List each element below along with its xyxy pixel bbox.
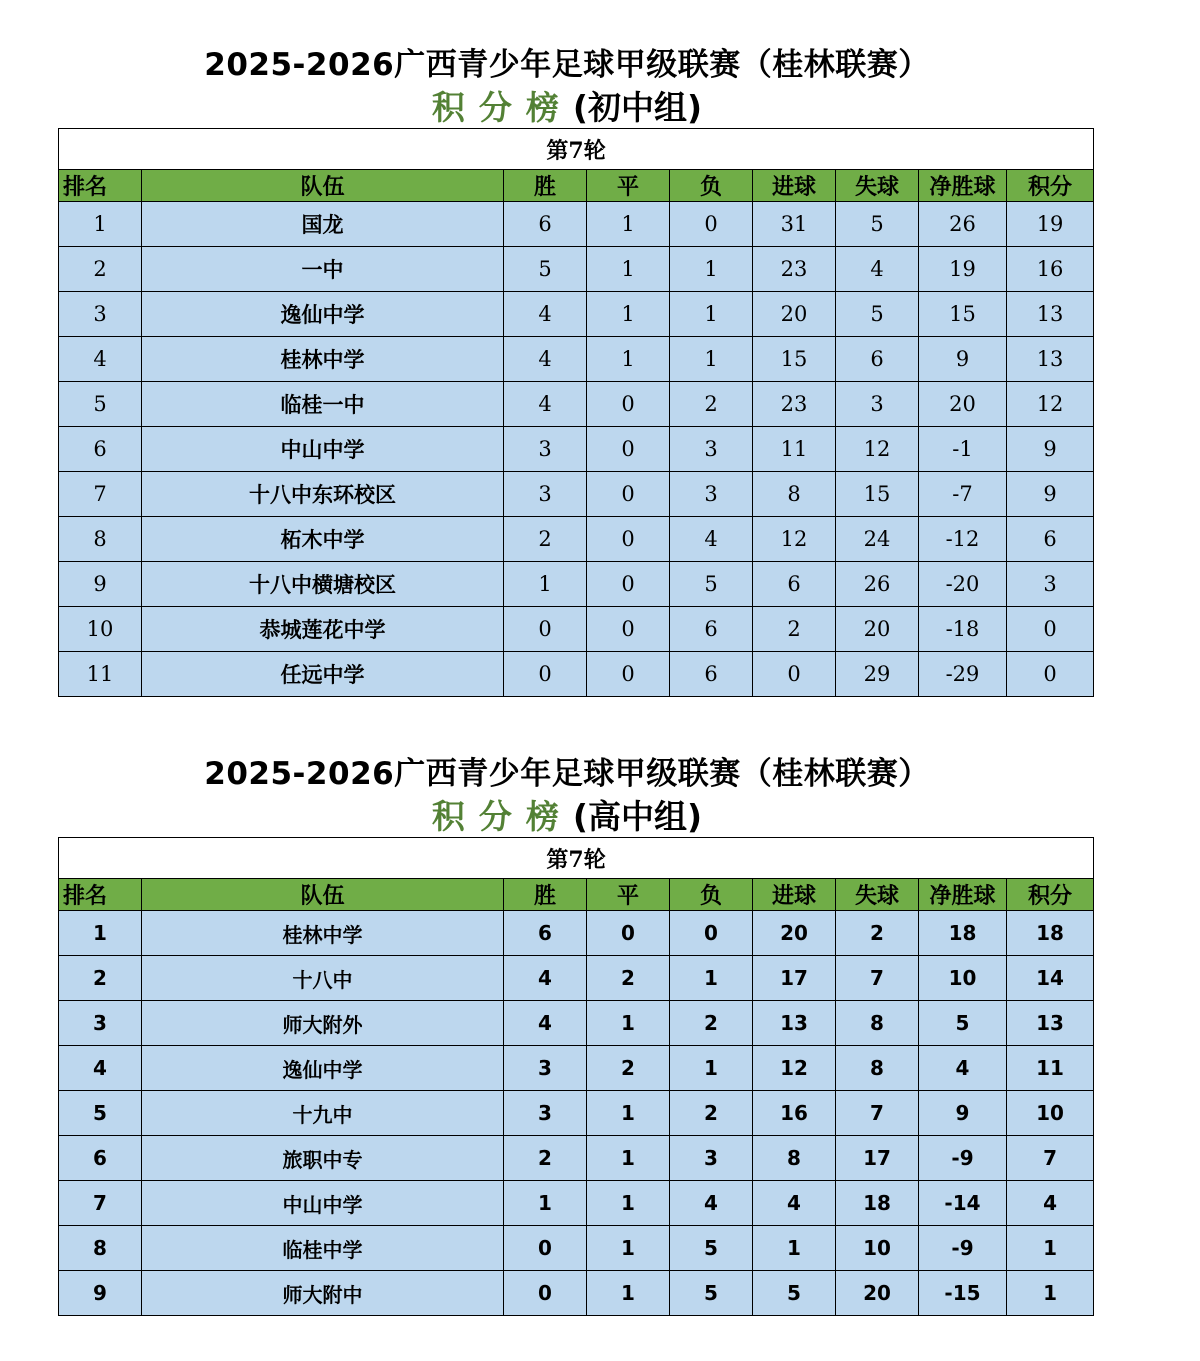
losses-cell: 5 bbox=[670, 1226, 753, 1271]
table-row bbox=[59, 1046, 1094, 1091]
column-header-goal-diff: 净胜球 bbox=[919, 879, 1007, 911]
table-row bbox=[59, 562, 1094, 607]
losses-cell: 2 bbox=[670, 1091, 753, 1136]
losses-cell: 3 bbox=[670, 472, 753, 517]
goal-diff-cell: 20 bbox=[919, 382, 1007, 427]
rank-cell: 6 bbox=[59, 1136, 142, 1181]
draws-cell: 1 bbox=[587, 1136, 670, 1181]
goals-against-cell: 26 bbox=[836, 562, 919, 607]
column-header-goals-against: 失球 bbox=[836, 879, 919, 911]
wins-cell: 2 bbox=[504, 517, 587, 562]
wins-cell: 4 bbox=[504, 956, 587, 1001]
goal-diff-cell: -9 bbox=[919, 1136, 1007, 1181]
wins-cell: 4 bbox=[504, 292, 587, 337]
wins-cell: 6 bbox=[504, 202, 587, 247]
team-cell: 国龙 bbox=[142, 202, 504, 247]
draws-cell: 1 bbox=[587, 1226, 670, 1271]
goals-for-cell: 11 bbox=[753, 427, 836, 472]
team-cell: 师大附中 bbox=[142, 1271, 504, 1316]
column-header-goals-for: 进球 bbox=[753, 170, 836, 202]
losses-cell: 5 bbox=[670, 562, 753, 607]
goal-diff-cell: -20 bbox=[919, 562, 1007, 607]
table-row bbox=[59, 911, 1094, 956]
wins-cell: 3 bbox=[504, 472, 587, 517]
round-label: 第7轮 bbox=[59, 129, 1094, 170]
column-header-losses: 负 bbox=[670, 879, 753, 911]
draws-cell: 1 bbox=[587, 202, 670, 247]
goal-diff-cell: -1 bbox=[919, 427, 1007, 472]
rank-cell: 11 bbox=[59, 652, 142, 697]
points-cell: 13 bbox=[1007, 292, 1094, 337]
goals-for-cell: 23 bbox=[753, 247, 836, 292]
table-row bbox=[59, 1001, 1094, 1046]
column-header-wins: 胜 bbox=[504, 879, 587, 911]
goal-diff-cell: 15 bbox=[919, 292, 1007, 337]
round-label: 第7轮 bbox=[59, 838, 1094, 879]
column-header-rank: 排名 bbox=[59, 170, 142, 202]
rank-cell: 3 bbox=[59, 1001, 142, 1046]
column-header-points: 积分 bbox=[1007, 879, 1094, 911]
team-cell: 中山中学 bbox=[142, 1181, 504, 1226]
goals-against-cell: 12 bbox=[836, 427, 919, 472]
goal-diff-cell: 26 bbox=[919, 202, 1007, 247]
goal-diff-cell: 18 bbox=[919, 911, 1007, 956]
table-row bbox=[59, 1181, 1094, 1226]
table-row bbox=[59, 607, 1094, 652]
column-header-team: 队伍 bbox=[142, 170, 504, 202]
column-header-team: 队伍 bbox=[142, 879, 504, 911]
table-row bbox=[59, 1091, 1094, 1136]
team-cell: 旅职中专 bbox=[142, 1136, 504, 1181]
wins-cell: 1 bbox=[504, 1181, 587, 1226]
team-cell: 临桂中学 bbox=[142, 1226, 504, 1271]
goals-against-cell: 8 bbox=[836, 1001, 919, 1046]
points-cell: 4 bbox=[1007, 1181, 1094, 1226]
standings-label: 积分榜 bbox=[431, 797, 573, 836]
standings-label: 积分榜 bbox=[431, 88, 573, 127]
rank-cell: 5 bbox=[59, 1091, 142, 1136]
team-cell: 逸仙中学 bbox=[142, 1046, 504, 1091]
wins-cell: 3 bbox=[504, 427, 587, 472]
table-row bbox=[59, 202, 1094, 247]
rank-cell: 2 bbox=[59, 247, 142, 292]
wins-cell: 6 bbox=[504, 911, 587, 956]
rank-cell: 4 bbox=[59, 1046, 142, 1091]
goals-against-cell: 6 bbox=[836, 337, 919, 382]
goal-diff-cell: -12 bbox=[919, 517, 1007, 562]
goal-diff-cell: 9 bbox=[919, 1091, 1007, 1136]
draws-cell: 1 bbox=[587, 1091, 670, 1136]
team-cell: 桂林中学 bbox=[142, 911, 504, 956]
rank-cell: 9 bbox=[59, 562, 142, 607]
points-cell: 0 bbox=[1007, 652, 1094, 697]
goals-for-cell: 20 bbox=[753, 292, 836, 337]
table-row bbox=[59, 337, 1094, 382]
losses-cell: 2 bbox=[670, 382, 753, 427]
losses-cell: 0 bbox=[670, 911, 753, 956]
points-cell: 13 bbox=[1007, 337, 1094, 382]
losses-cell: 6 bbox=[670, 607, 753, 652]
column-header-losses: 负 bbox=[670, 170, 753, 202]
wins-cell: 4 bbox=[504, 1001, 587, 1046]
losses-cell: 3 bbox=[670, 427, 753, 472]
rank-cell: 4 bbox=[59, 337, 142, 382]
points-cell: 10 bbox=[1007, 1091, 1094, 1136]
rank-cell: 9 bbox=[59, 1271, 142, 1316]
draws-cell: 1 bbox=[587, 292, 670, 337]
points-cell: 1 bbox=[1007, 1271, 1094, 1316]
draws-cell: 1 bbox=[587, 1271, 670, 1316]
team-cell: 柘木中学 bbox=[142, 517, 504, 562]
goal-diff-cell: -14 bbox=[919, 1181, 1007, 1226]
standings-subtitle bbox=[0, 797, 1134, 837]
rank-cell: 3 bbox=[59, 292, 142, 337]
table-row bbox=[59, 1271, 1094, 1316]
table-row bbox=[59, 427, 1094, 472]
wins-cell: 4 bbox=[504, 382, 587, 427]
goals-for-cell: 20 bbox=[753, 911, 836, 956]
rank-cell: 2 bbox=[59, 956, 142, 1001]
wins-cell: 5 bbox=[504, 247, 587, 292]
header-row bbox=[59, 170, 1094, 202]
points-cell: 1 bbox=[1007, 1226, 1094, 1271]
header-row bbox=[59, 879, 1094, 911]
team-cell: 十八中 bbox=[142, 956, 504, 1001]
goals-for-cell: 5 bbox=[753, 1271, 836, 1316]
losses-cell: 1 bbox=[670, 337, 753, 382]
group-label: (初中组) bbox=[572, 88, 703, 127]
goals-for-cell: 31 bbox=[753, 202, 836, 247]
losses-cell: 4 bbox=[670, 1181, 753, 1226]
table-row bbox=[59, 652, 1094, 697]
wins-cell: 2 bbox=[504, 1136, 587, 1181]
rank-cell: 6 bbox=[59, 427, 142, 472]
league-title: 2025-2026广西青少年足球甲级联赛（桂林联赛） bbox=[204, 47, 930, 83]
wins-cell: 4 bbox=[504, 337, 587, 382]
team-cell: 一中 bbox=[142, 247, 504, 292]
team-cell: 临桂一中 bbox=[142, 382, 504, 427]
draws-cell: 1 bbox=[587, 1001, 670, 1046]
goal-diff-cell: 10 bbox=[919, 956, 1007, 1001]
points-cell: 19 bbox=[1007, 202, 1094, 247]
wins-cell: 1 bbox=[504, 562, 587, 607]
goals-for-cell: 12 bbox=[753, 517, 836, 562]
rank-cell: 1 bbox=[59, 911, 142, 956]
draws-cell: 2 bbox=[587, 956, 670, 1001]
column-header-goals-for: 进球 bbox=[753, 879, 836, 911]
team-cell: 桂林中学 bbox=[142, 337, 504, 382]
goals-for-cell: 12 bbox=[753, 1046, 836, 1091]
goal-diff-cell: -18 bbox=[919, 607, 1007, 652]
points-cell: 13 bbox=[1007, 1001, 1094, 1046]
column-header-draws: 平 bbox=[587, 170, 670, 202]
goals-against-cell: 10 bbox=[836, 1226, 919, 1271]
table-row bbox=[59, 1226, 1094, 1271]
points-cell: 3 bbox=[1007, 562, 1094, 607]
rank-cell: 8 bbox=[59, 517, 142, 562]
goal-diff-cell: 4 bbox=[919, 1046, 1007, 1091]
table-row bbox=[59, 517, 1094, 562]
goals-for-cell: 13 bbox=[753, 1001, 836, 1046]
points-cell: 6 bbox=[1007, 517, 1094, 562]
team-cell: 十八中横塘校区 bbox=[142, 562, 504, 607]
points-cell: 9 bbox=[1007, 472, 1094, 517]
rank-cell: 8 bbox=[59, 1226, 142, 1271]
losses-cell: 3 bbox=[670, 1136, 753, 1181]
draws-cell: 2 bbox=[587, 1046, 670, 1091]
goals-against-cell: 7 bbox=[836, 1091, 919, 1136]
draws-cell: 0 bbox=[587, 607, 670, 652]
draws-cell: 1 bbox=[587, 1181, 670, 1226]
goal-diff-cell: -7 bbox=[919, 472, 1007, 517]
goals-for-cell: 17 bbox=[753, 956, 836, 1001]
goals-for-cell: 16 bbox=[753, 1091, 836, 1136]
draws-cell: 0 bbox=[587, 562, 670, 607]
column-header-wins: 胜 bbox=[504, 170, 587, 202]
group-label: (高中组) bbox=[572, 797, 703, 836]
losses-cell: 4 bbox=[670, 517, 753, 562]
draws-cell: 0 bbox=[587, 517, 670, 562]
goals-for-cell: 4 bbox=[753, 1181, 836, 1226]
team-cell: 任远中学 bbox=[142, 652, 504, 697]
goals-against-cell: 29 bbox=[836, 652, 919, 697]
wins-cell: 0 bbox=[504, 1226, 587, 1271]
points-cell: 14 bbox=[1007, 956, 1094, 1001]
standings-table bbox=[58, 128, 1094, 697]
losses-cell: 1 bbox=[670, 292, 753, 337]
losses-cell: 0 bbox=[670, 202, 753, 247]
goal-diff-cell: -29 bbox=[919, 652, 1007, 697]
table-row bbox=[59, 247, 1094, 292]
goals-against-cell: 3 bbox=[836, 382, 919, 427]
column-header-goals-against: 失球 bbox=[836, 170, 919, 202]
goals-against-cell: 24 bbox=[836, 517, 919, 562]
losses-cell: 2 bbox=[670, 1001, 753, 1046]
losses-cell: 1 bbox=[670, 247, 753, 292]
points-cell: 9 bbox=[1007, 427, 1094, 472]
draws-cell: 1 bbox=[587, 337, 670, 382]
goals-against-cell: 15 bbox=[836, 472, 919, 517]
table-row bbox=[59, 956, 1094, 1001]
goals-against-cell: 7 bbox=[836, 956, 919, 1001]
points-cell: 16 bbox=[1007, 247, 1094, 292]
team-cell: 逸仙中学 bbox=[142, 292, 504, 337]
draws-cell: 1 bbox=[587, 247, 670, 292]
table-row bbox=[59, 292, 1094, 337]
table-row bbox=[59, 1136, 1094, 1181]
points-cell: 0 bbox=[1007, 607, 1094, 652]
goals-against-cell: 18 bbox=[836, 1181, 919, 1226]
column-header-goal-diff: 净胜球 bbox=[919, 170, 1007, 202]
rank-cell: 1 bbox=[59, 202, 142, 247]
goals-against-cell: 20 bbox=[836, 607, 919, 652]
goals-against-cell: 20 bbox=[836, 1271, 919, 1316]
goals-for-cell: 15 bbox=[753, 337, 836, 382]
points-cell: 12 bbox=[1007, 382, 1094, 427]
losses-cell: 6 bbox=[670, 652, 753, 697]
draws-cell: 0 bbox=[587, 911, 670, 956]
wins-cell: 0 bbox=[504, 652, 587, 697]
league-title: 2025-2026广西青少年足球甲级联赛（桂林联赛） bbox=[204, 756, 930, 792]
table-row bbox=[59, 472, 1094, 517]
goals-for-cell: 0 bbox=[753, 652, 836, 697]
wins-cell: 0 bbox=[504, 607, 587, 652]
draws-cell: 0 bbox=[587, 652, 670, 697]
goal-diff-cell: 5 bbox=[919, 1001, 1007, 1046]
goals-against-cell: 2 bbox=[836, 911, 919, 956]
team-cell: 十九中 bbox=[142, 1091, 504, 1136]
team-cell: 十八中东环校区 bbox=[142, 472, 504, 517]
wins-cell: 3 bbox=[504, 1091, 587, 1136]
draws-cell: 0 bbox=[587, 472, 670, 517]
goals-for-cell: 2 bbox=[753, 607, 836, 652]
rank-cell: 7 bbox=[59, 1181, 142, 1226]
rank-cell: 7 bbox=[59, 472, 142, 517]
points-cell: 11 bbox=[1007, 1046, 1094, 1091]
goals-against-cell: 5 bbox=[836, 292, 919, 337]
goal-diff-cell: -9 bbox=[919, 1226, 1007, 1271]
goal-diff-cell: -15 bbox=[919, 1271, 1007, 1316]
table-row bbox=[59, 382, 1094, 427]
goal-diff-cell: 19 bbox=[919, 247, 1007, 292]
points-cell: 18 bbox=[1007, 911, 1094, 956]
draws-cell: 0 bbox=[587, 427, 670, 472]
goals-for-cell: 23 bbox=[753, 382, 836, 427]
goals-for-cell: 8 bbox=[753, 1136, 836, 1181]
goal-diff-cell: 9 bbox=[919, 337, 1007, 382]
team-cell: 恭城莲花中学 bbox=[142, 607, 504, 652]
team-cell: 中山中学 bbox=[142, 427, 504, 472]
points-cell: 7 bbox=[1007, 1136, 1094, 1181]
team-cell: 师大附外 bbox=[142, 1001, 504, 1046]
column-header-draws: 平 bbox=[587, 879, 670, 911]
losses-cell: 1 bbox=[670, 1046, 753, 1091]
goals-against-cell: 8 bbox=[836, 1046, 919, 1091]
standings-table bbox=[58, 837, 1094, 1316]
standings-subtitle bbox=[0, 88, 1134, 128]
wins-cell: 3 bbox=[504, 1046, 587, 1091]
losses-cell: 1 bbox=[670, 956, 753, 1001]
goals-for-cell: 1 bbox=[753, 1226, 836, 1271]
column-header-points: 积分 bbox=[1007, 170, 1094, 202]
rank-cell: 10 bbox=[59, 607, 142, 652]
goals-for-cell: 8 bbox=[753, 472, 836, 517]
goals-against-cell: 5 bbox=[836, 202, 919, 247]
goals-against-cell: 4 bbox=[836, 247, 919, 292]
goals-for-cell: 6 bbox=[753, 562, 836, 607]
draws-cell: 0 bbox=[587, 382, 670, 427]
column-header-rank: 排名 bbox=[59, 879, 142, 911]
wins-cell: 0 bbox=[504, 1271, 587, 1316]
goals-against-cell: 17 bbox=[836, 1136, 919, 1181]
rank-cell: 5 bbox=[59, 382, 142, 427]
losses-cell: 5 bbox=[670, 1271, 753, 1316]
